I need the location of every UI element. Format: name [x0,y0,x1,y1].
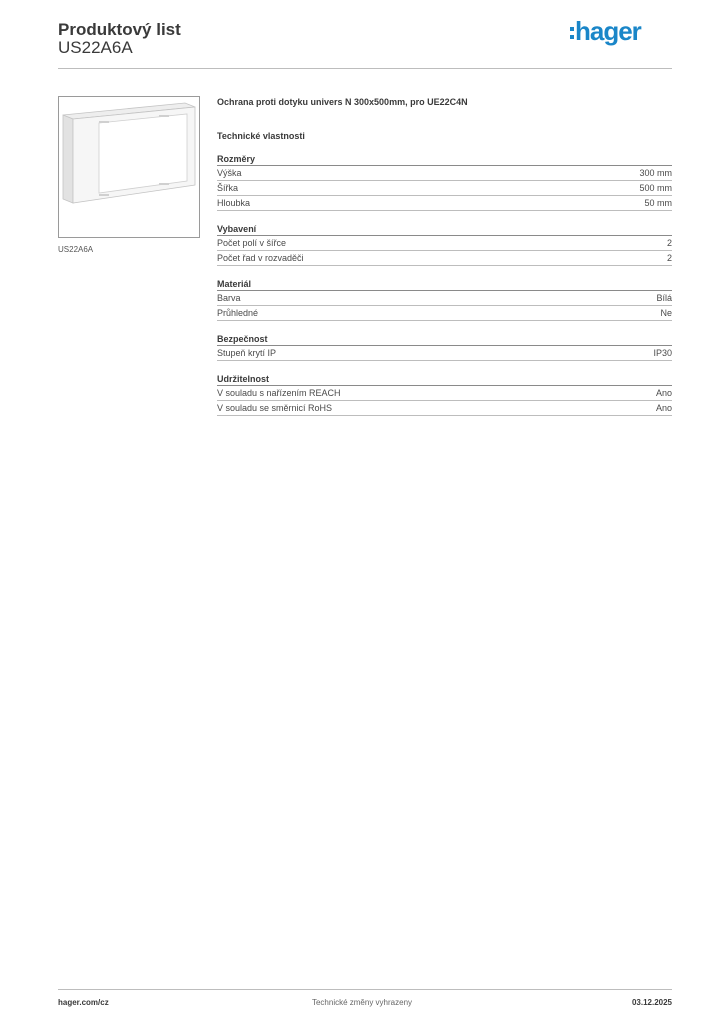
section-equipment [217,223,672,266]
hager-logo [568,15,658,47]
product-code: US22A6A [58,38,133,57]
spec-value: 500 mm [639,183,672,193]
spec-row [217,346,672,361]
section-title: Bezpečnost [217,333,672,346]
footer-divider [58,989,672,990]
cover-illustration [59,97,199,237]
spec-row [217,251,672,266]
spec-label: Výška [217,168,242,178]
spec-row [217,196,672,211]
logo-dot-top [570,27,574,31]
logo-dot-bottom [570,35,574,39]
spec-row [217,166,672,181]
section-safety [217,333,672,361]
footer-note: Technické změny vyhrazeny [311,998,413,1007]
spec-value: 300 mm [639,168,672,178]
spec-value: Bílá [656,293,672,303]
cover-window [99,114,187,193]
spec-value: 2 [666,238,672,248]
section-sustainability [217,373,672,416]
cover-clip-1 [99,121,109,123]
product-description: Ochrana proti dotyku univers N 300x500mm, pro UE22C4N [217,97,468,107]
spec-label: Počet polí v šířce [217,238,287,248]
cover-frame-front [63,115,73,203]
spec-value: Ano [655,403,672,413]
logo-text: hager [575,16,641,46]
header-divider [58,68,672,69]
spec-row [217,401,672,416]
image-caption: US22A6A [58,245,94,254]
spec-label: Počet řad v rozvaděči [217,253,304,263]
product-image [58,96,200,238]
section-title: Vybavení [217,223,672,236]
section-title: Materiál [217,278,672,291]
footer-website[interactable]: hager.com/cz [58,998,109,1007]
footer-date: 03.12.2025 [631,998,672,1007]
spec-label: Průhledné [217,308,259,318]
page-title: Produktový list [58,20,181,39]
spec-row [217,291,672,306]
spec-row [217,386,672,401]
spec-value: IP30 [653,348,672,358]
section-title: Rozměry [217,153,672,166]
section-title: Udržitelnost [217,373,672,386]
section-material [217,278,672,321]
spec-value: 2 [666,253,672,263]
specs-panel [217,96,672,416]
spec-value: Ano [655,388,672,398]
spec-value: 50 mm [644,198,672,208]
cover-clip-3 [99,194,109,196]
spec-label: Hloubka [217,198,251,208]
spec-label: Stupeň krytí IP [217,348,277,358]
cover-clip-4 [159,183,169,185]
tech-heading: Technické vlastnosti [217,131,305,141]
spec-row [217,236,672,251]
spec-row [217,306,672,321]
spec-row [217,181,672,196]
spec-label: V souladu s nařízením REACH [217,388,341,398]
spec-label: V souladu se směrnicí RoHS [217,403,333,413]
section-dimensions [217,153,672,211]
spec-label: Šířka [217,183,239,193]
spec-value: Ne [660,308,672,318]
cover-clip-2 [159,115,169,117]
spec-label: Barva [217,293,241,303]
